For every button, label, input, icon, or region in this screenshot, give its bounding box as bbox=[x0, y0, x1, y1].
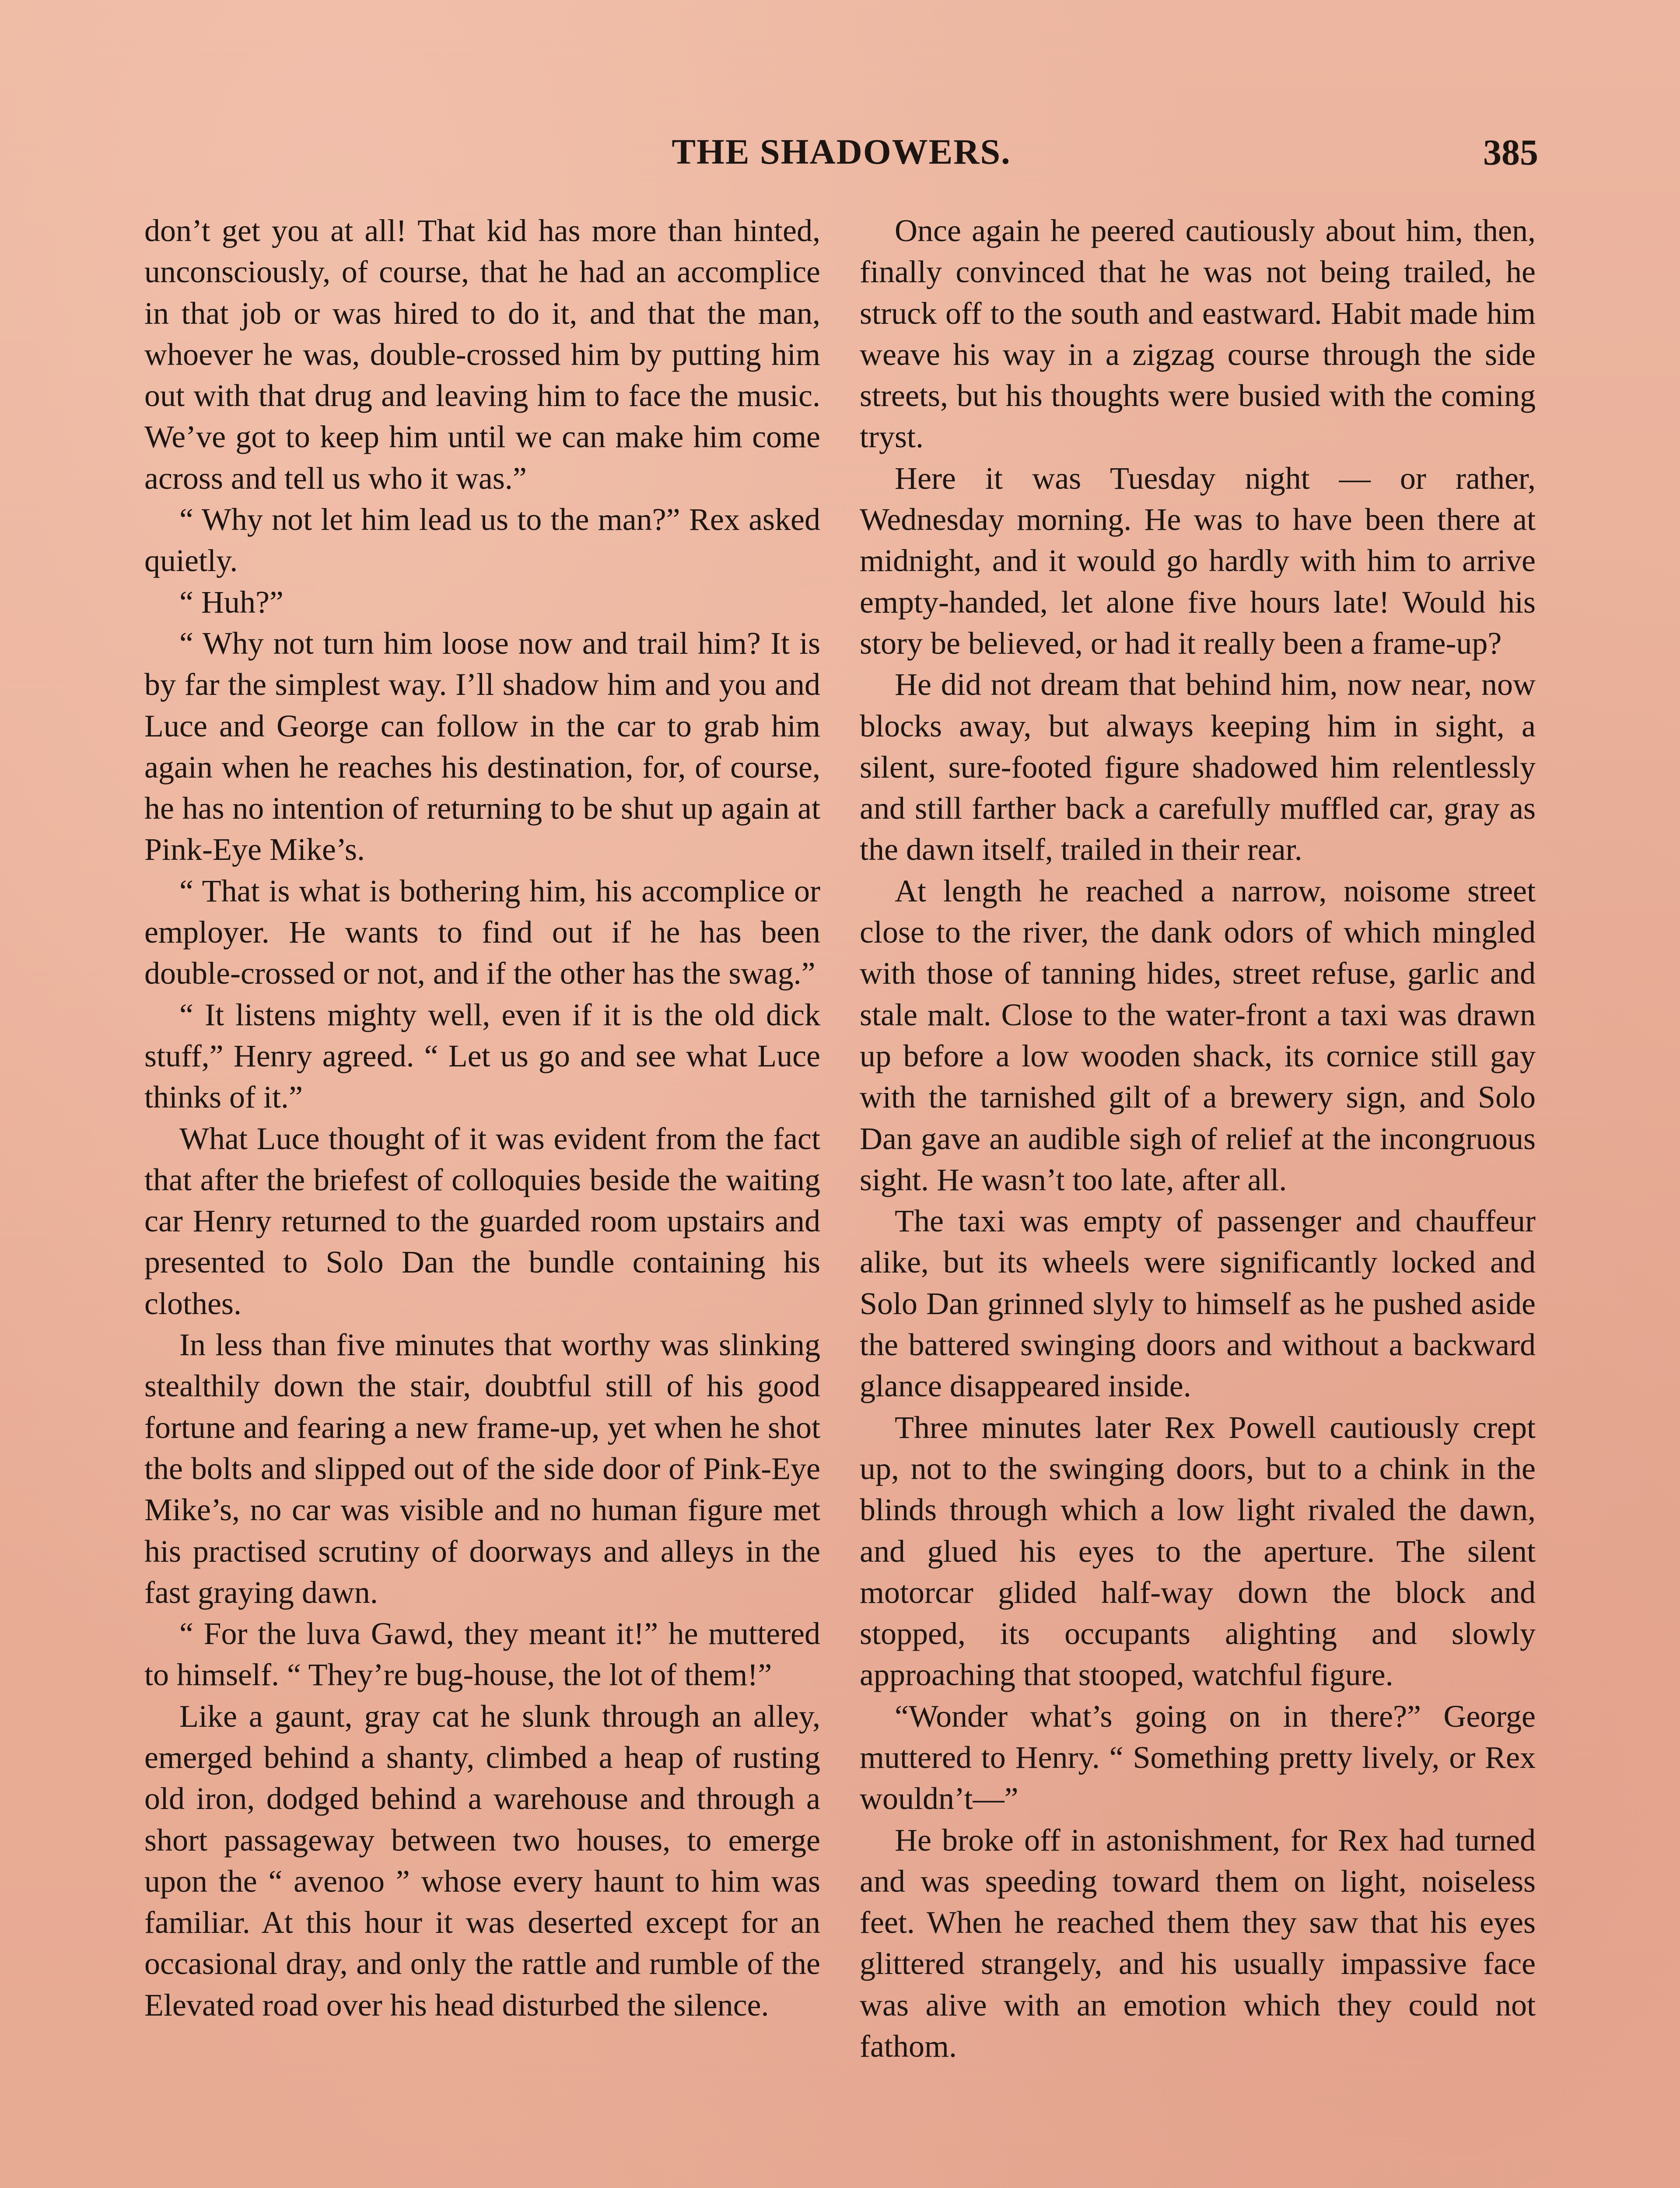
paragraph: He did not dream that behind him, now near, now blocks away, but always keeping him in sight, a silent, sure-footed figure shadowed him relentlessly and still farther back a carefully muffled car, gray as the dawn itself, trailed in their rear. bbox=[860, 667, 1536, 867]
paragraph: Three minutes later Rex Powell cautiously crept up, not to the swinging doors, but to a chink in the blinds through which a low light rivaled the dawn, and glued his eyes to the aperture. The silent motorcar glided half-way down the block and stopped, its occupants alighting and slowly approaching that stooped, watchful figure. bbox=[860, 1410, 1536, 1693]
paragraph: “Wonder what’s going on in there?” George muttered to Henry. “ Something pretty lively, or Rex wouldn’t—” bbox=[860, 1698, 1536, 1816]
paragraph: Once again he peered cautiously about him, then, finally convinced that he was not being trailed, he struck off to the south and eastward. Habit made him weave his way in a zigzag course through the side streets, but his thoughts were busied with the coming tryst. bbox=[860, 213, 1536, 455]
paragraph: “ That is what is bothering him, his accomplice or employer. He wants to find out if he has been double-crossed or not, and if the other has the swag.” bbox=[144, 873, 820, 991]
paragraph: Here it was Tuesday night — or rather, Wednesday morning. He was to have been there at midnight, and it would go hardly with him to arrive empty-handed, let alone five hours late! Would his story be believed, or had it really been a frame-up? bbox=[860, 460, 1536, 661]
running-title: THE SHADOWERS. bbox=[672, 132, 1011, 172]
paragraph: The taxi was empty of passenger and chauffeur alike, but its wheels were significantly locked and Solo Dan grinned slyly to himself as he pushed aside the battered swinging doors and without a backward glance disappeared inside. bbox=[860, 1203, 1536, 1404]
left-column bbox=[144, 210, 820, 2026]
paragraph: “ Why not let him lead us to the man?” Rex asked quietly. bbox=[144, 502, 820, 579]
paragraph: He broke off in astonishment, for Rex had turned and was speeding toward them on light, noiseless feet. When he reached them they saw that his eyes glittered strangely, and his usually impassive face was alive with an emotion which they could not fathom. bbox=[860, 1822, 1536, 2064]
paragraph: “ Huh?” bbox=[179, 584, 284, 620]
page-number: 385 bbox=[1483, 132, 1538, 173]
paragraph: What Luce thought of it was evident from the fact that after the briefest of colloquies beside the waiting car Henry returned to the guarded room upstairs and presented to Solo Dan the bundle containing his clothes. bbox=[144, 1121, 820, 1321]
paragraph: “ For the luva Gawd, they meant it!” he muttered to himself. “ They’re bug-house, the lot of them!” bbox=[144, 1616, 820, 1693]
paragraph: At length he reached a narrow, noisome street close to the river, the dank odors of which mingled with those of tanning hides, street refuse, garlic and stale malt. Close to the water-front a taxi was drawn up before a low wooden shack, its cornice still gay with the tarnished gilt of a brewery sign, and Solo Dan gave an audible sigh of relief at the incongruous sight. He wasn’t too late, after all. bbox=[860, 873, 1536, 1197]
paragraph: In less than five minutes that worthy was slinking stealthily down the stair, doubtful still of his good fortune and fearing a new frame-up, yet when he shot the bolts and slipped out of the side door of Pink-Eye Mike’s, no car was visible and no human figure met his practised scrutiny of doorways and alleys in the fast graying dawn. bbox=[144, 1327, 820, 1610]
paragraph: “ Why not turn him loose now and trail him? It is by far the simplest way. I’ll shadow him and you and Luce and George can follow in the car to grab him again when he reaches his destination, for, of course, he has no intention of returning to be shut up again at Pink-Eye Mike’s. bbox=[144, 625, 820, 867]
paragraph: don’t get you at all! That kid has more than hinted, unconsciously, of course, that he had an accomplice in that job or was hired to do it, and that the man, whoever he was, double-crossed him by putting him out with that drug and leaving him to face the music. We’ve got to keep him until we can make him come across and tell us who it was.” bbox=[144, 213, 820, 496]
page-header bbox=[144, 131, 1538, 184]
paragraph: Like a gaunt, gray cat he slunk through an alley, emerged behind a shanty, climbed a heap of rusting old iron, dodged behind a warehouse and through a short passageway between two houses, to emerge upon the “ avenoo ” whose every haunt to him was familiar. At this hour it was deserted except for an occasional dray, and only the rattle and rumble of the Elevated road over his head disturbed the silence. bbox=[144, 1698, 820, 2023]
paragraph: “ It listens mighty well, even if it is the old dick stuff,” Henry agreed. “ Let us go and see what Luce thinks of it.” bbox=[144, 997, 820, 1115]
right-column bbox=[860, 210, 1536, 2067]
